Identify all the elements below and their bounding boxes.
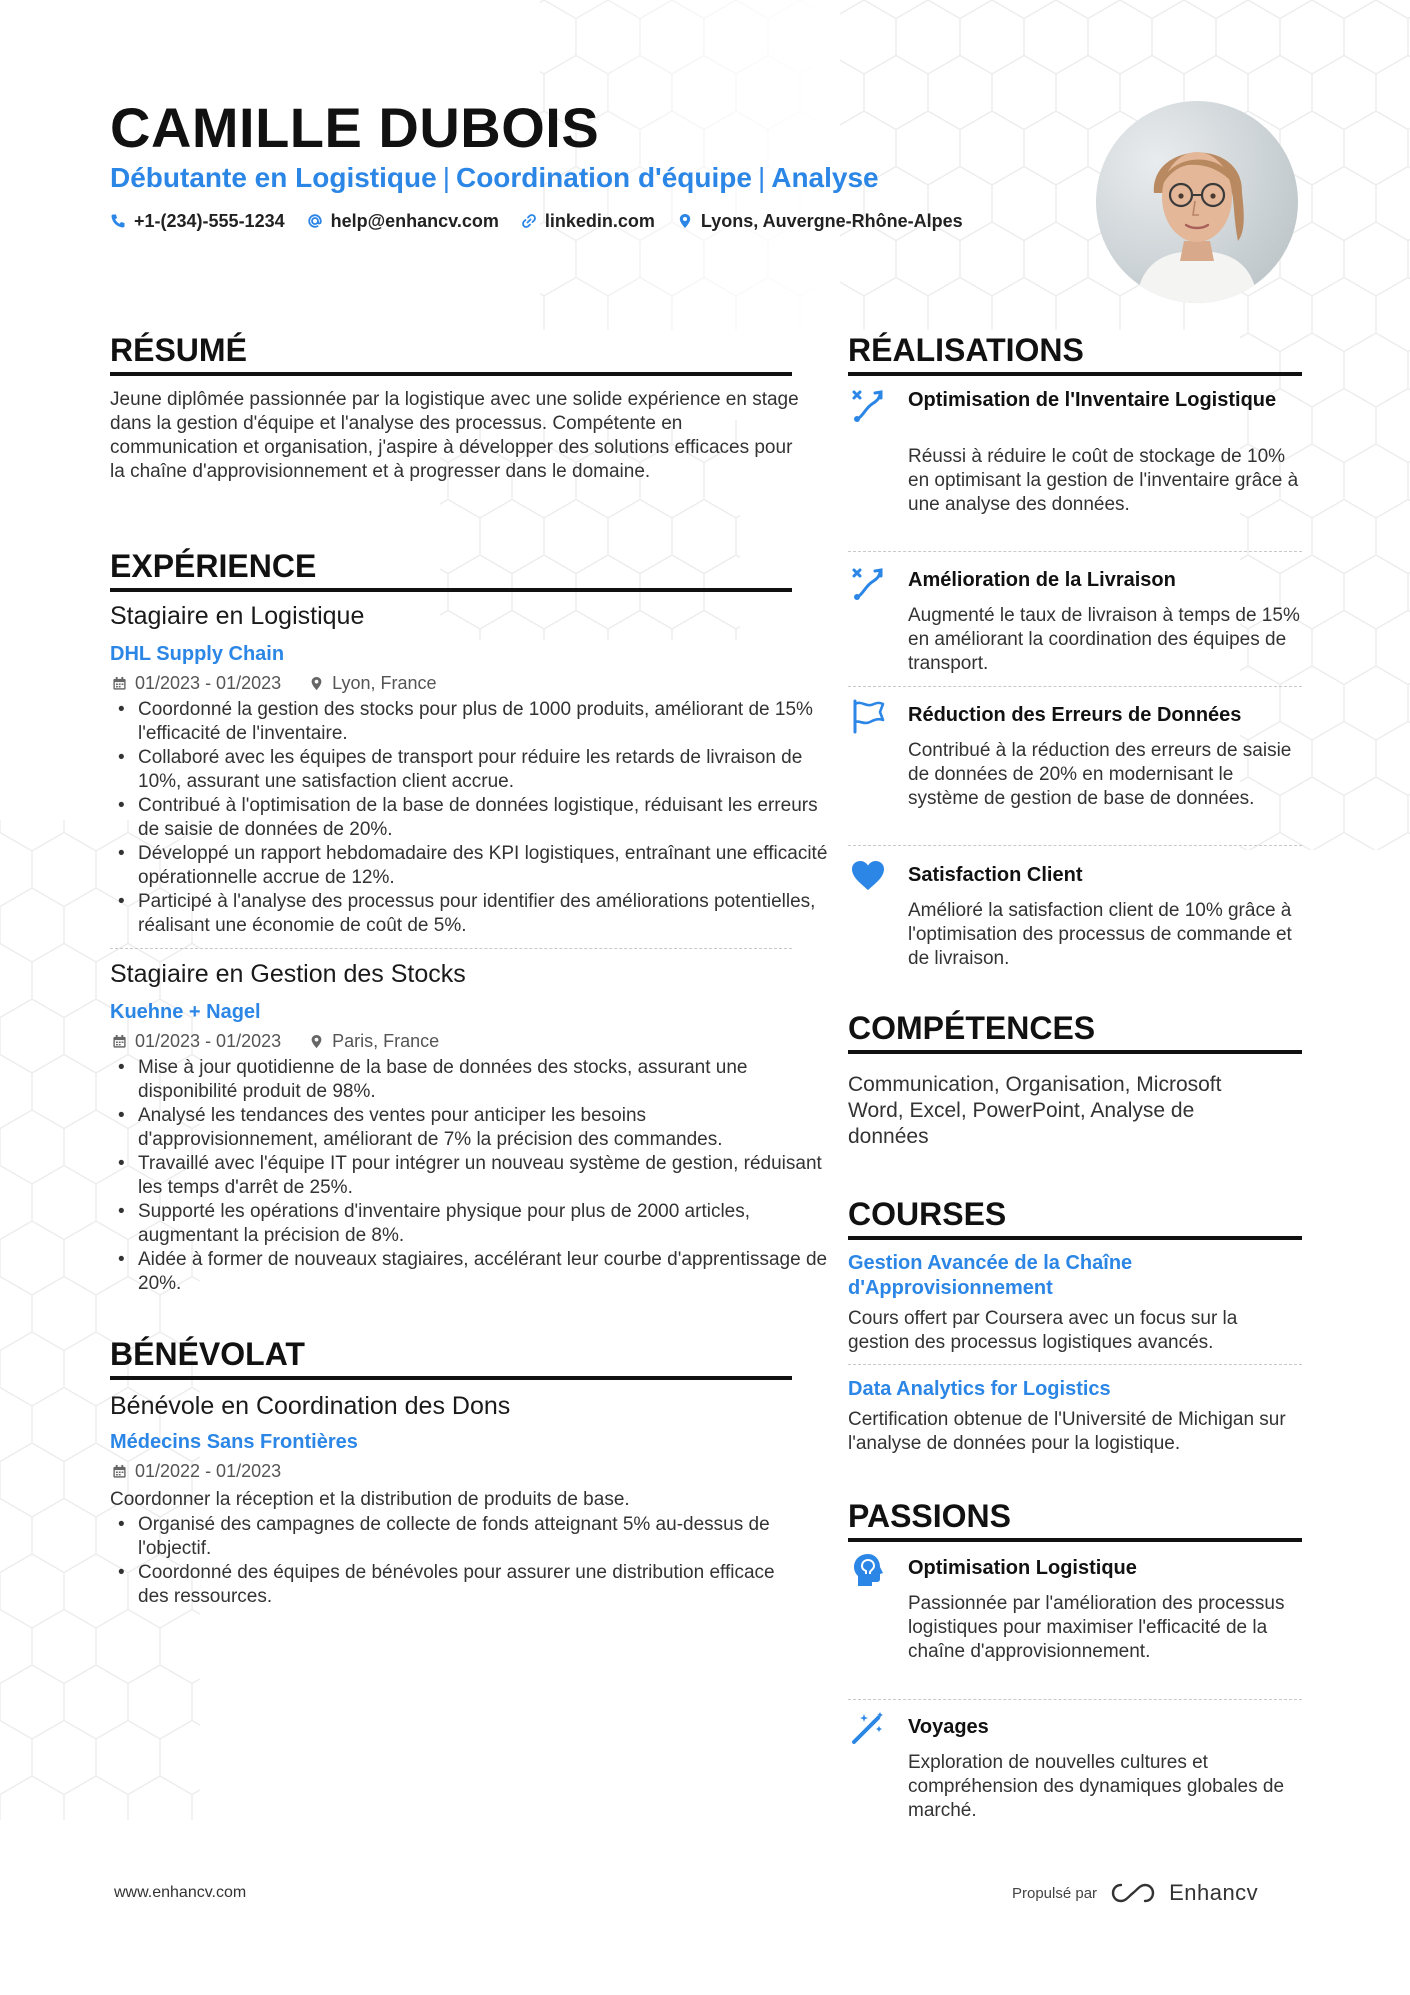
entry-divider: [848, 1364, 1302, 1365]
job-dates: [112, 1029, 281, 1053]
section-rule: [110, 588, 792, 592]
volunteer-dates: [112, 1459, 281, 1483]
calendar-icon: [112, 1034, 127, 1049]
headline-separator: |: [442, 162, 450, 193]
entry-divider: [848, 686, 1302, 687]
list-item: • Participé à l'analyse des processus pour identifier des améliorations potentielles, réalisant une économie de coût de 5%.: [138, 890, 828, 938]
list-item: • Coordonné des équipes de bénévoles pour assurer une distribution efficace des ressources.: [138, 1561, 798, 1609]
volunteer-meta: [112, 1459, 281, 1483]
achievements-heading: RÉALISATIONS: [848, 332, 1084, 368]
section-rule: [848, 1236, 1302, 1240]
volunteer-dates-text: 01/2022 - 01/2023: [135, 1461, 282, 1481]
achievement-title: Satisfaction Client: [908, 864, 1083, 886]
contact-linkedin[interactable]: [521, 208, 655, 234]
headline-separator: |: [757, 162, 766, 193]
phone-icon: [110, 213, 126, 229]
route-icon: [850, 566, 886, 602]
achievement-desc: Amélioré la satisfaction client de 10% grâce à l'optimisation des processus de commande et de livraison.: [908, 900, 1292, 969]
portrait-image: [1096, 101, 1298, 303]
volunteer-org: Médecins Sans Frontières: [110, 1431, 358, 1453]
map-pin-icon: [309, 676, 324, 691]
headline-part-2: Coordination d'équipe: [455, 162, 752, 193]
entry-divider: [848, 551, 1302, 552]
email-text: help@enhancv.com: [330, 211, 499, 231]
achievement-title: Réduction des Erreurs de Données: [908, 704, 1242, 726]
passion-desc: Passionnée par l'amélioration des processus logistiques pour maximiser l'efficacité de la chaîne d'approvisionnement.: [908, 1593, 1285, 1662]
job-meta: [112, 671, 437, 695]
section-rule: [110, 1376, 792, 1380]
phone-text: +1-(234)-555-1234: [134, 211, 285, 231]
job-title: Stagiaire en Gestion des Stocks: [110, 960, 466, 988]
section-rule: [848, 372, 1302, 376]
skills-text: Communication, Organisation, Microsoft Word, Excel, PowerPoint, Analyse de données: [848, 1073, 1222, 1148]
list-item: • Travaillé avec l'équipe IT pour intégrer un nouveau système de gestion, réduisant les temps d'arrêt de 25%.: [138, 1152, 828, 1200]
passions-heading: PASSIONS: [848, 1498, 1011, 1534]
skills-heading: COMPÉTENCES: [848, 1010, 1096, 1046]
company-name: Kuehne + Nagel: [110, 1001, 261, 1023]
linkedin-text: linkedin.com: [544, 211, 655, 231]
avatar: [1096, 101, 1298, 303]
volunteer-heading: BÉNÉVOLAT: [110, 1336, 305, 1372]
headline-part-3: Analyse: [771, 162, 879, 193]
achievement-desc: Augmenté le taux de livraison à temps de 15% en améliorant la coordination des équipes de transport.: [908, 605, 1300, 674]
experience-heading: EXPÉRIENCE: [110, 548, 317, 584]
list-item: • Analysé les tendances des ventes pour anticiper les besoins d'approvisionnement, améliorant de 7% la précision des commandes.: [138, 1104, 828, 1152]
job-dates: [112, 671, 281, 695]
powered-by: [1012, 1880, 1258, 1906]
volunteer-bullets: [110, 1513, 798, 1609]
brand-name: Enhancv: [1169, 1880, 1259, 1905]
course-desc: Certification obtenue de l'Université de Michigan sur l'analyse de données pour la logistique.: [848, 1409, 1286, 1454]
calendar-icon: [112, 676, 127, 691]
list-item: • Organisé des campagnes de collecte de fonds atteignant 5% au-dessus de l'objectif.: [138, 1513, 798, 1561]
job-location-text: Lyon, France: [332, 673, 437, 693]
summary-text: Jeune diplômée passionnée par la logistique avec une solide expérience en stage dans la gestion d'équipe et l'analyse des processus. Compétente en communication et organisation, j'aspire à développer des solutions efficaces pour la chaîne d'approvisionnement et à progresser dans le domaine.: [110, 389, 799, 482]
entry-divider: [848, 1699, 1302, 1700]
achievement-desc: Contribué à la réduction des erreurs de saisie de données de 20% en modernisant le système de gestion de base de données.: [908, 740, 1292, 809]
course-desc: Cours offert par Coursera avec un focus sur la gestion des processus logistiques avancés.: [848, 1308, 1238, 1353]
map-pin-icon: [677, 213, 693, 229]
location-text: Lyons, Auvergne-Rhône-Alpes: [700, 211, 963, 231]
job-location-text: Paris, France: [332, 1031, 440, 1051]
courses-heading: COURSES: [848, 1196, 1007, 1232]
contact-location: [677, 208, 963, 234]
job-bullets: [110, 1056, 828, 1296]
candidate-name: CAMILLE DUBOIS: [110, 96, 600, 159]
calendar-icon: [112, 1464, 127, 1479]
passion-title: Voyages: [908, 1716, 989, 1738]
headline-part-1: Débutante en Logistique: [110, 162, 437, 193]
list-item: • Aidée à former de nouveaux stagiaires, accélérant leur courbe d'apprentissage de 20%.: [138, 1248, 828, 1296]
footer-url[interactable]: www.enhancv.com: [114, 1884, 247, 1901]
link-icon: [521, 213, 537, 229]
heart-icon: [850, 858, 886, 894]
list-item: • Coordonné la gestion des stocks pour plus de 1000 produits, améliorant de 15% l'efficacité de l'inventaire.: [138, 698, 828, 746]
section-rule: [848, 1050, 1302, 1054]
job-meta: [112, 1029, 439, 1053]
head-brain-icon: [850, 1552, 886, 1588]
list-item: • Collaboré avec les équipes de transport pour réduire les retards de livraison de 10%, assurant une satisfaction client accrue.: [138, 746, 828, 794]
entry-divider: [848, 845, 1302, 846]
job-location: [309, 671, 436, 695]
section-rule: [110, 372, 792, 376]
powered-by-label: Propulsé par: [1012, 1884, 1098, 1902]
map-pin-icon: [309, 1034, 324, 1049]
achievement-title: Amélioration de la Livraison: [908, 569, 1176, 591]
list-item: • Développé un rapport hebdomadaire des KPI logistiques, entraînant une efficacité opérationnelle accrue de 12%.: [138, 842, 828, 890]
list-item: • Mise à jour quotidienne de la base de données des stocks, assurant une disponibilité produit de 98%.: [138, 1056, 828, 1104]
contact-email[interactable]: [307, 208, 499, 234]
job-location: [309, 1029, 439, 1053]
list-item: • Contribué à l'optimisation de la base de données logistique, réduisant les erreurs de saisie de données de 20%.: [138, 794, 828, 842]
company-name: DHL Supply Chain: [110, 643, 285, 665]
section-rule: [848, 1538, 1302, 1542]
summary-heading: RÉSUMÉ: [110, 332, 247, 368]
job-dates-text: 01/2023 - 01/2023: [135, 673, 282, 693]
magic-wand-icon: [850, 1710, 886, 1746]
at-sign-icon: [307, 213, 323, 229]
job-dates-text: 01/2023 - 01/2023: [135, 1031, 282, 1051]
course-title: Gestion Avancée de la Chaîne d'Approvisionnement: [848, 1252, 1133, 1299]
passion-title: Optimisation Logistique: [908, 1557, 1137, 1579]
achievement-title: Optimisation de l'Inventaire Logistique: [908, 389, 1277, 411]
contact-phone[interactable]: [110, 208, 285, 234]
headline: [110, 160, 879, 196]
volunteer-intro: Coordonner la réception et la distribution de produits de base.: [110, 1489, 630, 1510]
contact-bar: [110, 208, 963, 234]
job-title: Stagiaire en Logistique: [110, 602, 365, 630]
route-icon: [850, 388, 886, 424]
passion-desc: Exploration de nouvelles cultures et compréhension des dynamiques globales de marché.: [908, 1752, 1285, 1821]
volunteer-title: Bénévole en Coordination des Dons: [110, 1392, 511, 1420]
entry-divider: [110, 948, 792, 949]
list-item: • Supporté les opérations d'inventaire physique pour plus de 2000 articles, augmentant la précision de 8%.: [138, 1200, 828, 1248]
enhancv-logo-icon: [1111, 1881, 1155, 1905]
job-bullets: [110, 698, 828, 938]
flag-icon: [850, 698, 886, 734]
achievement-desc: Réussi à réduire le coût de stockage de 10% en optimisant la gestion de l'inventaire grâce à une analyse des données.: [908, 446, 1299, 515]
course-title: Data Analytics for Logistics: [848, 1378, 1111, 1400]
